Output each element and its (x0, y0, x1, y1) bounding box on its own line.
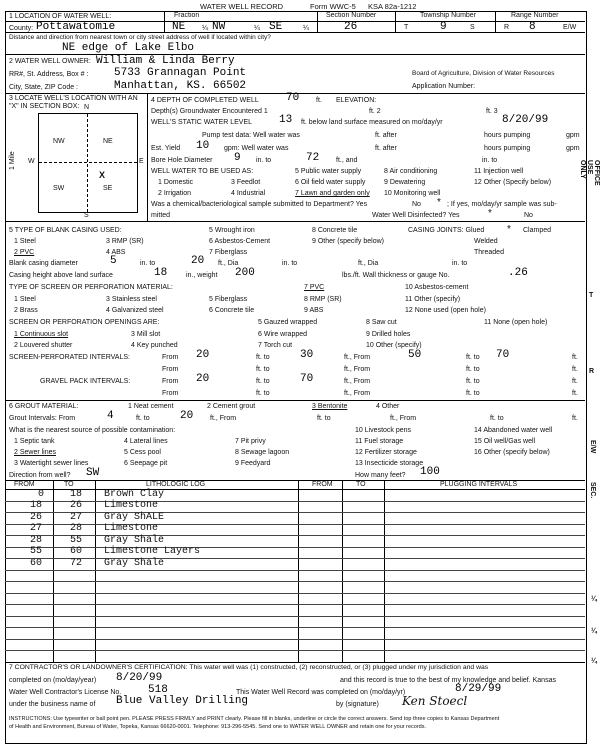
gravel2-from2: ft., From (344, 390, 371, 397)
log-from: 55 (30, 546, 43, 557)
log-line (5, 524, 585, 525)
bore-to-label: in. to (256, 157, 272, 164)
log-line (5, 512, 585, 513)
business-label: under the business name of (9, 701, 96, 708)
use-3: 3 Feedlot (231, 179, 261, 186)
address-label: RR#, St. Address, Box # : (9, 71, 89, 78)
static-text: ft. below land surface measured on mo/day/yr (301, 119, 443, 126)
log-line (5, 547, 585, 548)
joints-star: * (507, 224, 511, 235)
perf-from: From (162, 354, 179, 361)
gravel2-from: From (162, 390, 179, 397)
contam-8: 8 Sewage lagoon (235, 449, 290, 456)
perf2-from2: ft., From (344, 366, 371, 373)
weight-label: in., weight (186, 272, 218, 279)
openings-label: SCREEN OR PERFORATION OPENINGS ARE: (9, 319, 160, 326)
static-value: 13 (279, 114, 293, 126)
s4-label: 4 DEPTH OF COMPLETED WELL (151, 97, 259, 104)
log-to: 55 (70, 534, 83, 546)
log-from: 0 (38, 488, 45, 500)
perf2-ft: ft. (572, 366, 578, 373)
use-1: 1 Domestic (158, 179, 194, 186)
section-box (38, 113, 138, 213)
owner-value: William & Linda Berry (96, 55, 235, 67)
threaded-label: Threaded (474, 249, 504, 256)
s5-label: 5 TYPE OF BLANK CASING USED: (9, 227, 122, 234)
grout-from-value: 4 (107, 410, 114, 422)
casing-8: 8 Concrete tile (312, 227, 358, 234)
perf-ft: ft. (572, 354, 578, 361)
gravel-to: ft. to (256, 378, 270, 385)
gravel-from-value: 20 (196, 373, 210, 385)
township-value: 9 (440, 21, 447, 33)
bore-label: Bore Hole Diameter (151, 157, 213, 164)
distance-value: NE edge of Lake Elbo (62, 42, 195, 54)
ew-label: E/W (563, 24, 577, 31)
yield-gpm: gpm (566, 145, 580, 152)
log-from: 28 (30, 534, 43, 546)
screen-4: 4 Galvanized steel (106, 307, 164, 314)
grout-1: 1 Neat cement (128, 403, 174, 410)
business-value: Blue Valley Drilling (116, 695, 249, 707)
log-to: 18 (70, 488, 83, 500)
log-line (5, 570, 585, 571)
signature: Ken Stoecl (402, 694, 468, 708)
board-label: Board of Agriculture, Division of Water Resources (412, 70, 555, 77)
opening-9: 9 Drilled holes (366, 331, 411, 338)
screen-7: 7 PVC (304, 284, 325, 291)
plug-to-header: TO (356, 481, 366, 488)
gravel-ft: ft. (572, 378, 578, 385)
use-label: WELL WATER TO BE USED AS: (151, 168, 254, 175)
yield-text: gpm: Well water was (224, 145, 289, 152)
grout-to-value: 20 (180, 410, 194, 422)
use-4: 4 Industrial (231, 190, 266, 197)
use-6: 6 Oil field water supply (295, 179, 366, 186)
perf-to2: ft. to (466, 354, 480, 361)
quarter-2: ¼ (254, 25, 260, 32)
contam-1: 1 Septic tank (14, 438, 55, 445)
static-label: WELL'S STATIC WATER LEVEL (151, 119, 253, 126)
log-from-header: FROM (14, 481, 35, 488)
log-line (5, 535, 585, 536)
grout-3: 3 Bentonite (312, 403, 348, 410)
diameter-dia: ft., Dia (218, 260, 239, 267)
grout-2: 2 Cement grout (207, 403, 256, 410)
clamped-label: Clamped (523, 227, 552, 234)
opening-5: 5 Gauzed wrapped (258, 319, 318, 326)
log-description: Gray ShALE (104, 511, 165, 523)
pump-gpm: gpm (566, 132, 580, 139)
distance-label: Distance and direction from nearest town or city street address of well if located within city? (9, 34, 271, 41)
contam-14: 14 Abandoned water well (474, 427, 553, 434)
county-value: Pottawatomie (36, 21, 116, 33)
log-from: 27 (30, 523, 43, 534)
pump-label: Pump test data: Well water was (202, 132, 300, 139)
opening-1: 1 Continuous slot (14, 331, 69, 338)
perf2-to: ft. to (256, 366, 270, 373)
grout-from3: ft., From (390, 415, 417, 422)
fraction-3: SE (269, 21, 283, 33)
casing-3: 3 RMP (SR) (106, 238, 144, 245)
chem-mitted: mitted (151, 212, 171, 219)
contam-6: 6 Seepage pit (124, 460, 168, 467)
side-t: T (589, 292, 594, 299)
yield-value: 10 (196, 140, 210, 152)
contam-12: 12 Fertilizer storage (355, 449, 417, 456)
well-x-mark: X (99, 170, 106, 180)
gw2-label: ft. 2 (369, 108, 381, 115)
gravel-to-value: 70 (300, 373, 314, 385)
gravel2-ft: ft. (572, 390, 578, 397)
completed-text: and this record is true to the best of my knowledge and belief. Kansas (340, 677, 556, 684)
log-to: 72 (70, 557, 83, 569)
log-description: Brown Clay (104, 488, 165, 500)
disinfected-label: Water Well Disinfected? Yes (372, 212, 460, 219)
chem-ifyes: ; If yes, mo/day/yr sample was sub- (447, 201, 557, 208)
t-suffix: S (470, 24, 475, 31)
township-label: Township Number (420, 12, 477, 19)
quarter-1: ¼ (202, 25, 208, 32)
log-description: Limestone (104, 523, 159, 534)
north-label: N (84, 104, 90, 111)
plugging-header: PLUGGING INTERVALS (440, 481, 518, 488)
ksa-ref: KSA 82a-1212 (368, 2, 417, 11)
chem-label: Was a chemical/bacteriological sample submitted to Department? Yes (151, 201, 368, 208)
contam-7: 7 Pit privy (235, 438, 266, 445)
perf2-from: From (162, 366, 179, 373)
perforated-label: SCREEN-PERFORATED INTERVALS: (9, 354, 130, 361)
log-to: 26 (70, 500, 83, 511)
grout-4: 4 Other (376, 403, 400, 410)
screen-11: 11 Other (specify) (405, 296, 461, 303)
side-sec: SEC. (589, 482, 596, 499)
log-line (5, 604, 585, 605)
grout-to: ft. to (136, 415, 150, 422)
address-value: 5733 Grannagan Point (114, 67, 247, 79)
contam-4: 4 Lateral lines (124, 438, 168, 445)
direction-label: Direction from well? (9, 472, 71, 479)
use-7: 7 Lawn and garden only (295, 190, 370, 197)
howmany-label: How many feet? (355, 472, 406, 479)
sw-label: SW (53, 185, 65, 192)
log-from: 18 (30, 500, 43, 511)
side-q2: ¼ (591, 628, 597, 635)
depth-value: 70 (286, 92, 300, 104)
bore-to2: in. to (482, 157, 498, 164)
log-to: 60 (70, 546, 83, 557)
pump-after: ft. after (375, 132, 397, 139)
s1-label: 1 LOCATION OF WATER WELL: (9, 13, 112, 20)
contam-3: 3 Watertight sewer lines (14, 460, 89, 467)
chem-no: No (412, 201, 421, 208)
contam-13: 13 Insecticide storage (355, 460, 424, 467)
opening-11: 11 None (open hole) (484, 319, 548, 326)
gravel-label: GRAVEL PACK INTERVALS: (40, 378, 131, 385)
joints-label: CASING JOINTS: Glued (408, 227, 485, 234)
s2-label: 2 WATER WELL OWNER: (9, 58, 91, 65)
nw-label: NW (53, 138, 65, 145)
groundwater-label: Depth(s) Groundwater Encountered 1 (151, 108, 268, 115)
source-label: What is the nearest source of possible contamination: (9, 427, 176, 434)
lithologic-log-header: LITHOLOGIC LOG (146, 481, 206, 488)
static-date: 8/20/99 (502, 114, 549, 126)
opening-3: 3 Mill slot (131, 331, 161, 338)
record-completed-label: This Water Well Record was completed on (mo/day/yr) (236, 689, 406, 696)
south-label: S (84, 212, 89, 219)
use-10: 10 Monitoring well (384, 190, 441, 197)
height-value: 18 (154, 267, 168, 279)
bore-value: 9 (234, 152, 241, 164)
yield-after: ft. after (375, 145, 397, 152)
log-description: Gray Shale (104, 534, 165, 546)
screen-3: 3 Stainless steel (106, 296, 157, 303)
range-value: 8 (529, 21, 536, 33)
screen-label: TYPE OF SCREEN OR PERFORATION MATERIAL: (9, 284, 173, 291)
west-label: W (28, 158, 35, 165)
contam-11: 11 Fuel storage (355, 438, 404, 445)
side-ew: E/W (589, 440, 596, 454)
height-label: Casing height above land surface (9, 272, 113, 279)
diameter-dia2: ft., Dia (358, 260, 379, 267)
gw3-label: ft. 3 (486, 108, 498, 115)
fraction-1: NE (172, 21, 186, 33)
grout-to3: ft. to (490, 415, 504, 422)
screen-6: 6 Concrete tile (209, 307, 255, 314)
use-11: 11 Injection well (474, 168, 524, 175)
gravel-to2: ft. to (466, 378, 480, 385)
use-9: 9 Dewatering (384, 179, 426, 186)
log-line (5, 558, 585, 559)
bore-and: ft., and (336, 157, 358, 164)
screen-1: 1 Steel (14, 296, 36, 303)
gravel-from: From (162, 378, 179, 385)
yield-hours: hours pumping (484, 145, 531, 152)
screen-10: 10 Asbestos-cement (405, 284, 469, 291)
grout-ft: ft. (572, 415, 578, 422)
license-value: 518 (148, 684, 168, 696)
opening-10: 10 Other (specify) (366, 342, 422, 349)
se-label: SE (103, 185, 113, 192)
grout-from2: ft., From (210, 415, 237, 422)
office-use-label: OFFICE USE ONLY (579, 160, 600, 186)
casing-4: 4 ABS (106, 249, 126, 256)
perf-from-value: 20 (196, 349, 210, 361)
contam-10: 10 Livestock pens (355, 427, 412, 434)
perf-to-value: 30 (300, 349, 314, 361)
log-description: Limestone (104, 500, 159, 511)
log-line (5, 616, 585, 617)
weight-value: 200 (235, 267, 255, 279)
use-2: 2 Irrigation (158, 190, 192, 197)
log-description: Gray Shale (104, 557, 165, 569)
disinfected-no: No (524, 212, 533, 219)
screen-8: 8 RMP (SR) (304, 296, 342, 303)
casing-2: 2 PVC (14, 249, 35, 256)
side-q3: ¼ (591, 658, 597, 665)
log-line (5, 581, 585, 582)
completed-label: completed on (mo/day/year) (9, 677, 97, 684)
side-q1: ¼ (591, 596, 597, 603)
r-prefix: R (504, 24, 510, 31)
county-label: County: (9, 25, 34, 32)
elevation-label: ELEVATION: (336, 97, 377, 104)
opening-7: 7 Torch cut (258, 342, 293, 349)
contam-16: 16 Other (specify below) (474, 449, 550, 456)
log-line (5, 650, 585, 651)
pump-hours: hours pumping (484, 132, 531, 139)
bore-to-value: 72 (306, 152, 320, 164)
chem-star: * (437, 197, 441, 208)
mile-label: 1 Mile (9, 151, 16, 170)
howmany-value: 100 (420, 466, 440, 478)
log-from: 26 (30, 511, 43, 523)
s7-label: 7 CONTRACTOR'S OR LANDOWNER'S CERTIFICATION: This water well was (1) constructed, (2) reconstructed, or (3) plugged under my jurisdiction and was (9, 664, 489, 671)
application-label: Application Number: (412, 83, 476, 90)
ne-label: NE (103, 138, 113, 145)
diameter-value: 5 (110, 255, 117, 267)
quarter-3: ¼ (303, 25, 309, 32)
yield-label: Est. Yield (151, 145, 181, 152)
disinfected-star: * (488, 208, 492, 219)
casing-1: 1 Steel (14, 238, 36, 245)
use-8: 8 Air conditioning (384, 168, 438, 175)
casing-6: 6 Asbestos-Cement (209, 238, 271, 245)
casing-5: 5 Wrought iron (209, 227, 255, 234)
welded-label: Welded (474, 238, 498, 245)
form-title: WATER WELL RECORD (200, 2, 284, 11)
diameter-to: in. to (140, 260, 156, 267)
log-line (5, 627, 585, 628)
perf-to: ft. to (256, 354, 270, 361)
signature-label: by (signature) (336, 701, 379, 708)
screen-12: 12 None used (open hole) (405, 307, 486, 314)
log-to: 27 (70, 511, 83, 523)
log-description: Limestone Layers (104, 546, 201, 557)
casing-9: 9 Other (specify below) (312, 238, 384, 245)
record-date: 8/29/99 (455, 683, 502, 695)
instructions-1: INSTRUCTIONS: Use typewriter or ball point pen. PLEASE PRESS FIRMLY and PRINT clearly. Please fill in blanks, underline or circle the correct answers. Send top three copies to Kansas Department (9, 716, 500, 722)
opening-6: 6 Wire wrapped (258, 331, 308, 338)
s3-label: 3 LOCATE WELL'S LOCATION WITH AN "X" IN SECTION BOX: (9, 95, 138, 110)
t-prefix: T (404, 24, 409, 31)
diameter-to2: in. to (282, 260, 298, 267)
gauge-value: .26 (508, 267, 528, 279)
range-label: Range Number (511, 12, 559, 19)
log-from: 60 (30, 557, 43, 569)
diameter-to3: in. to (452, 260, 468, 267)
contam-5: 5 Cess pool (124, 449, 161, 456)
perf-to2-value: 70 (496, 349, 510, 361)
grout-intervals-label: Grout Intervals: From (9, 415, 76, 422)
grout-to2: ft. to (317, 415, 331, 422)
contam-9: 9 Feedyard (235, 460, 271, 467)
fraction-2: NW (212, 21, 226, 33)
gravel2-to: ft. to (256, 390, 270, 397)
screen-2: 2 Brass (14, 307, 38, 314)
use-12: 12 Other (Specify below) (474, 179, 552, 186)
s6-label: 6 GROUT MATERIAL: (9, 403, 79, 410)
diameter-to-value: 20 (191, 255, 205, 267)
gravel-from2: ft., From (344, 378, 371, 385)
diameter-label: Blank casing diameter (9, 260, 78, 267)
side-r: R (589, 368, 595, 375)
use-5: 5 Public water supply (295, 168, 362, 175)
east-label: E (139, 158, 144, 165)
gravel2-to2: ft. to (466, 390, 480, 397)
contam-15: 15 Oil well/Gas well (474, 438, 536, 445)
log-line (5, 593, 585, 594)
perf-from2-value: 50 (408, 349, 422, 361)
log-to: 28 (70, 523, 83, 534)
section-value: 26 (344, 21, 358, 33)
perf2-to2: ft. to (466, 366, 480, 373)
opening-4: 4 Key punched (131, 342, 178, 349)
log-line (5, 501, 585, 502)
direction-value: SW (86, 467, 100, 479)
license-label: Water Well Contractor's License No. (9, 689, 122, 696)
log-to-header: TO (64, 481, 74, 488)
section-label: Section Number (326, 12, 377, 19)
city-value: Manhattan, KS. 66502 (114, 80, 247, 92)
log-line (5, 639, 585, 640)
opening-8: 8 Saw cut (366, 319, 397, 326)
screen-5: 5 Fiberglass (209, 296, 248, 303)
contam-2: 2 Sewer lines (14, 449, 57, 456)
plug-from-header: FROM (312, 481, 333, 488)
screen-9: 9 ABS (304, 307, 324, 314)
opening-2: 2 Louvered shutter (14, 342, 73, 349)
form-number: Form WWC-5 (310, 2, 356, 11)
casing-7: 7 Fiberglass (209, 249, 248, 256)
completed-value: 8/20/99 (116, 672, 163, 684)
perf-from2: ft., From (344, 354, 371, 361)
instructions-2: of Health and Environment, Bureau of Water, Topeka, Kansas 66620-0001. Telephone: 913-296-5545. Send one to WATER WELL OWNER and retain one for your records. (9, 724, 427, 730)
weight-text: lbs./ft. Wall thickness or gauge No. (342, 272, 450, 279)
city-label: City, State, ZIP Code : (9, 84, 78, 91)
fraction-label: Fraction (174, 12, 200, 19)
depth-ft: ft. (316, 97, 322, 104)
